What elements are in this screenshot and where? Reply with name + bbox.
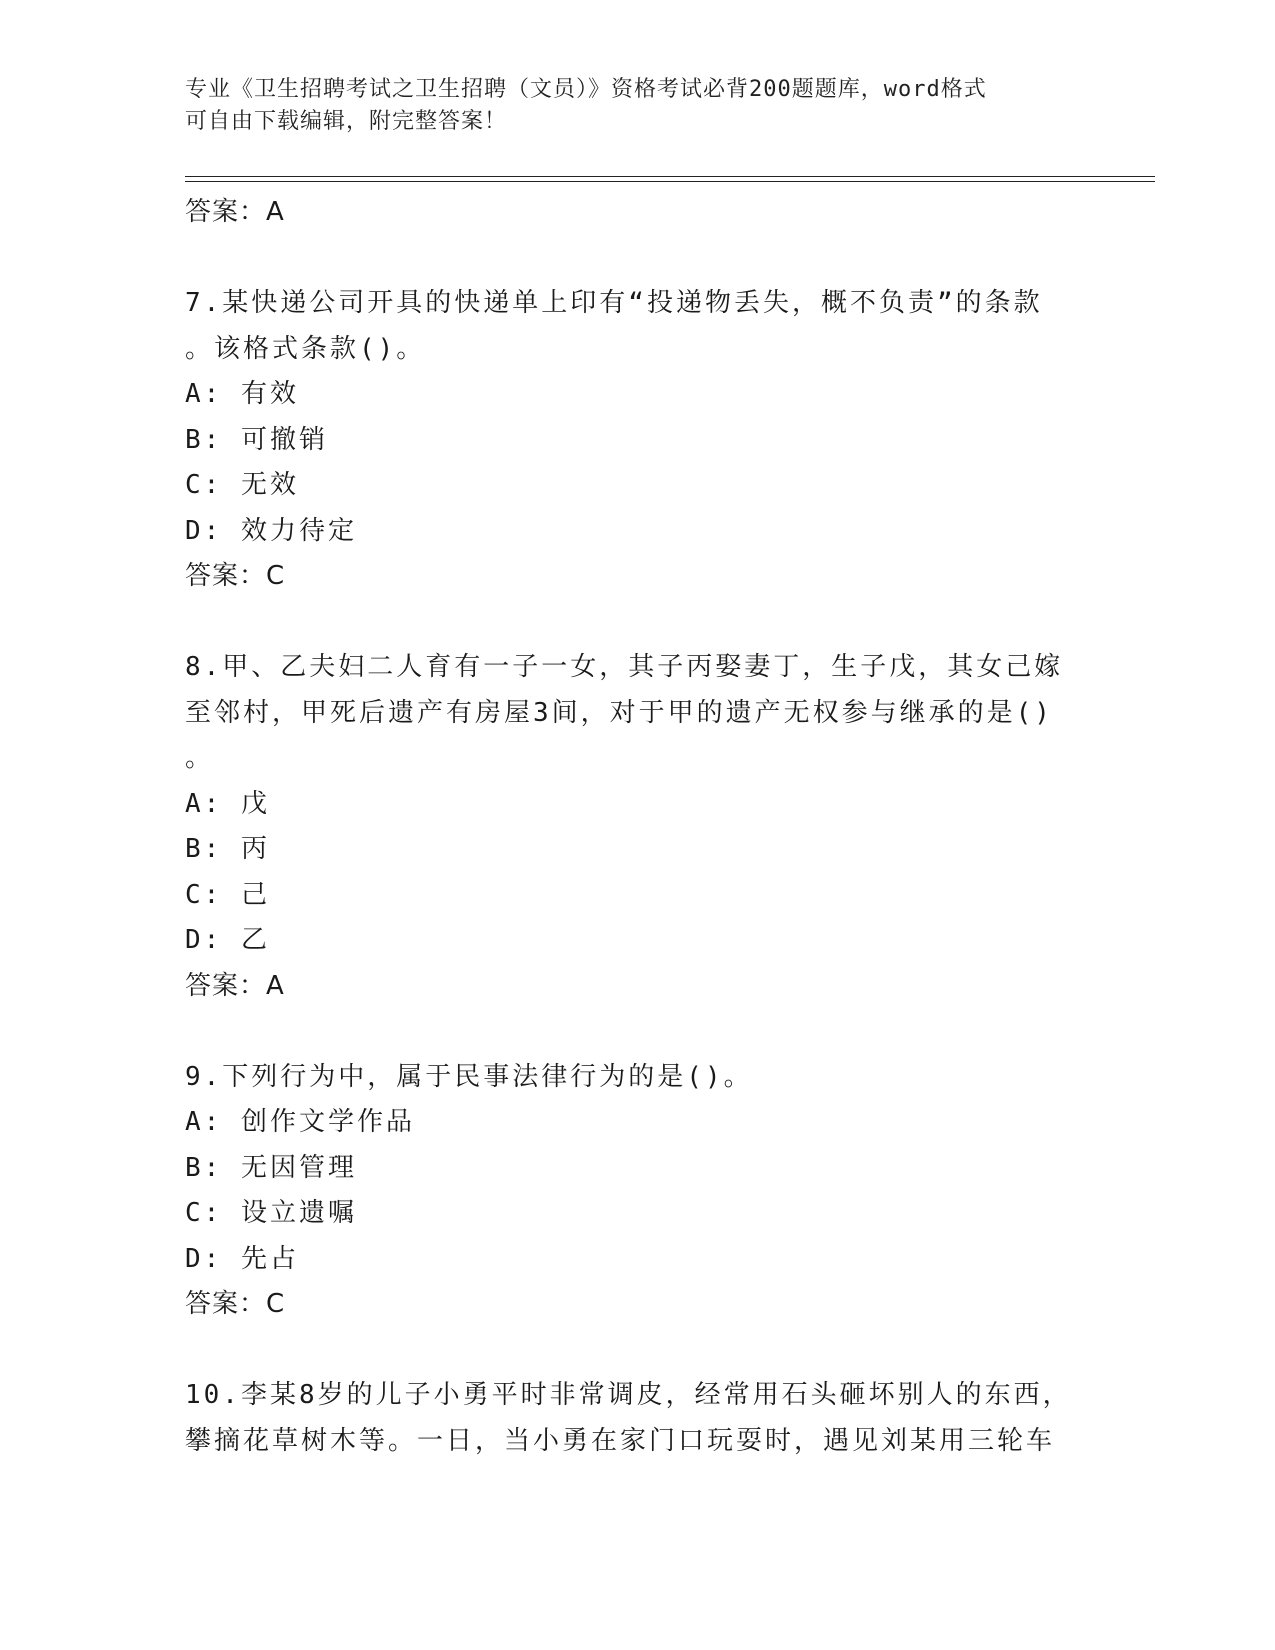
question-9 — [185, 1055, 1085, 1328]
option-a: A: 创作文学作品 — [185, 1107, 415, 1137]
question-text-line: 10.李某8岁的儿子小勇平时非常调皮，经常用石头砸坏别人的东西， — [185, 1380, 1072, 1410]
option-a: A: 有效 — [185, 379, 299, 409]
header-line-1: 专业《卫生招聘考试之卫生招聘（文员）》资格考试必背200题题库，word格式 — [185, 77, 987, 102]
question-text-line: 至邻村，甲死后遗产有房屋3间，对于甲的遗产无权参与继承的是() — [185, 697, 1053, 728]
option-d: D: 效力待定 — [185, 515, 357, 546]
header-divider-top — [185, 176, 1155, 177]
question-text-line: 攀摘花草树木等。一日，当小勇在家门口玩耍时，遇见刘某用三轮车 — [185, 1425, 1056, 1456]
question-text-line: 。该格式条款()。 — [185, 333, 426, 364]
option-a: A: 戊 — [185, 788, 270, 819]
option-b: B: 无因管理 — [185, 1152, 357, 1183]
option-b: B: 丙 — [185, 834, 270, 864]
question-8 — [185, 645, 1085, 1009]
answer: 答案：A — [185, 970, 285, 1001]
option-c: C: 设立遗嘱 — [185, 1198, 357, 1228]
question-text-line: 。 — [185, 743, 215, 773]
question-10 — [185, 1373, 1085, 1464]
spacer — [185, 600, 1085, 646]
header-divider-bottom — [185, 181, 1155, 182]
spacer — [185, 1009, 1085, 1055]
spacer — [185, 236, 1085, 282]
question-7 — [185, 281, 1085, 600]
question-text-line: 8.甲、乙夫妇二人育有一子一女，其子丙娶妻丁，生子戊，其女己嫁 — [185, 652, 1064, 682]
option-c: C: 己 — [185, 879, 270, 910]
option-c: C: 无效 — [185, 470, 299, 500]
header-line-2: 可自由下载编辑，附完整答案！ — [185, 109, 508, 134]
previous-answer: 答案：A — [185, 197, 285, 227]
answer: 答案：C — [185, 561, 286, 591]
document-header — [185, 74, 1085, 138]
answer: 答案：C — [185, 1289, 286, 1319]
option-d: D: 先占 — [185, 1243, 299, 1274]
question-text-line: 9.下列行为中，属于民事法律行为的是()。 — [185, 1061, 753, 1092]
option-b: B: 可撤销 — [185, 424, 328, 455]
document-body — [185, 190, 1085, 1464]
spacer — [185, 1328, 1085, 1374]
option-d: D: 乙 — [185, 925, 270, 955]
question-text-line: 7.某快递公司开具的快递单上印有“投递物丢失，概不负责”的条款 — [185, 288, 1043, 318]
